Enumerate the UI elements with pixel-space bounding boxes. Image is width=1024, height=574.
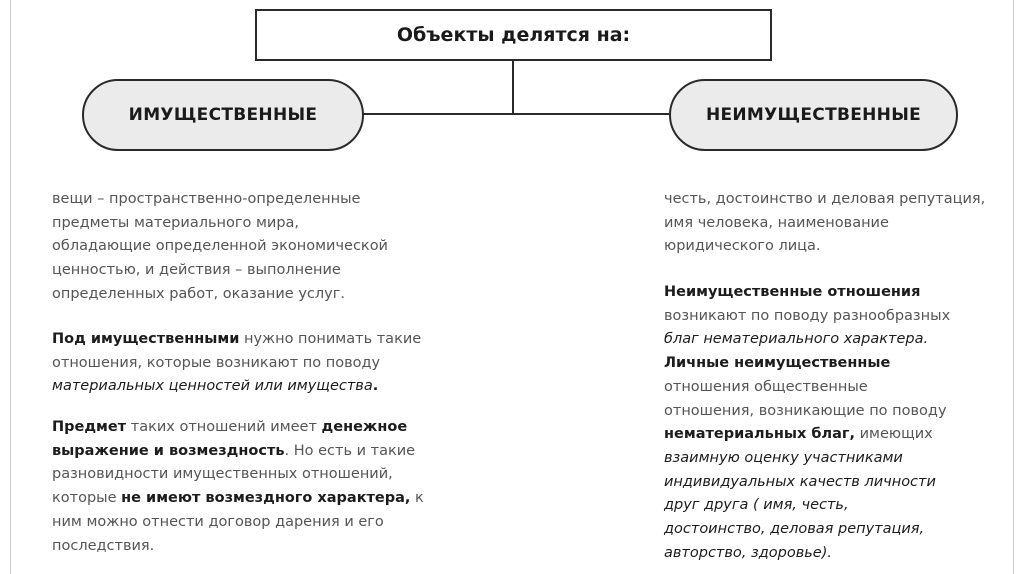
text-line [52, 487, 424, 511]
text-line: отношения, возникающие по поводу [664, 402, 947, 419]
text: таких отношений имеет [126, 419, 322, 435]
text-line: отношения общественные [664, 378, 868, 395]
text-line [664, 328, 950, 352]
right-definition [664, 188, 985, 259]
bold-text: выражение и возмездность [52, 442, 285, 459]
bold-text: нематериальных благ, [664, 426, 855, 443]
text-line [52, 375, 421, 399]
non-property-objects-node: НЕИМУЩЕСТВЕННЫЕ [669, 79, 958, 151]
italic-text: благ нематериального характера. [664, 331, 929, 348]
text-line: имя человека, наименование [664, 214, 889, 231]
right-relations-paragraph [664, 281, 950, 565]
italic-text: достоинство, деловая репутация, [664, 521, 925, 538]
text-line: честь, достоинство и деловая репутация, [664, 191, 986, 207]
italic-text: индивидуальных качеств личности [664, 473, 936, 490]
text: . Но есть и такие [284, 442, 416, 459]
text-line [664, 281, 950, 305]
text-line: обладающие определенной экономической [52, 238, 388, 255]
text: к [410, 490, 424, 507]
diagram-title: Объекты делятся на: [255, 9, 772, 61]
bold-text: денежное [321, 419, 408, 435]
connector-horizontal [362, 113, 671, 115]
text-line [664, 542, 950, 566]
italic-text: авторство, здоровье). [664, 544, 832, 561]
text: нужно понимать такие [239, 331, 422, 347]
property-objects-node: ИМУЩЕСТВЕННЫЕ [82, 79, 364, 151]
text-line [664, 471, 950, 495]
text-line [52, 328, 421, 352]
text-line [664, 352, 950, 376]
text-line: разновидности имущественных отношений, [52, 466, 393, 483]
left-relations-paragraph [52, 328, 421, 399]
italic-text: взаимную оценку участниками [664, 449, 903, 466]
text-line: юридического лица. [664, 238, 821, 255]
text-line: отношения, которые возникают по поводу [52, 354, 381, 371]
left-definition [52, 188, 388, 307]
italic-text: друг друга ( имя, честь, [664, 497, 849, 514]
bold-text: Личные неимущественные [664, 355, 891, 372]
text-line: предметы материального мира, [52, 214, 300, 231]
text-line [52, 440, 424, 464]
text-line [664, 447, 950, 471]
text-line [664, 518, 950, 542]
bold-text: . [372, 378, 379, 395]
bold-text: не имеют возмездного характера, [121, 490, 411, 507]
text: которые [52, 490, 122, 507]
text-line: последствия. [52, 537, 155, 554]
text-line [664, 494, 950, 518]
connector-vertical [512, 61, 514, 115]
text-line [52, 416, 424, 440]
bold-text: Неимущественные отношения [664, 284, 921, 300]
text-line: ценностью, и действия – выполнение [52, 262, 341, 279]
text-line: возникают по поводу разнообразных [664, 307, 951, 324]
italic-text: материальных ценностей или имущества [52, 378, 373, 395]
left-subject-paragraph [52, 416, 424, 558]
text-line [664, 423, 950, 447]
text-line: вещи – пространственно-определенные [52, 191, 361, 207]
bold-text: Под имущественными [52, 331, 240, 347]
text: имеющих [855, 426, 933, 443]
text-line: определенных работ, оказание услуг. [52, 285, 345, 302]
bold-text: Предмет [52, 419, 127, 435]
text-line: ним можно отнести договор дарения и его [52, 513, 384, 530]
